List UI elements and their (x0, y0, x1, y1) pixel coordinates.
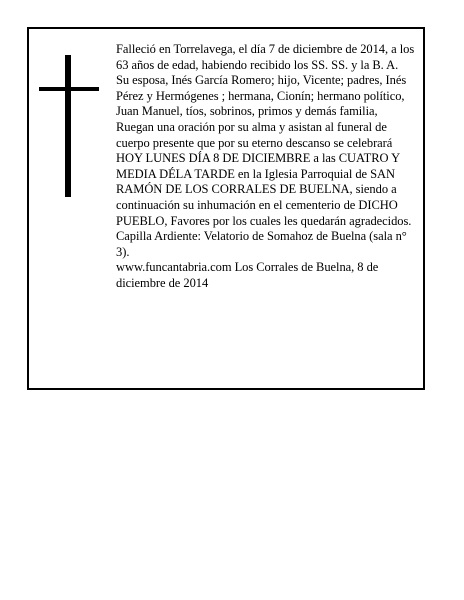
website-and-date: www.funcantabria.com Los Corrales de Buelna, 8 de diciembre de 2014 (116, 260, 379, 290)
death-announcement: Falleció en Torrelavega, el día 7 de diciembre de 2014, a los 63 años de edad, habiendo recibido los SS. SS. y la B. A. (116, 42, 415, 72)
cross-vertical-bar (65, 55, 71, 197)
obituary-notice (27, 27, 425, 390)
family-list: Su esposa, Inés García Romero; hijo, Vicente; padres, Inés Pérez y Hermógenes ; hermana, Cionín; hermano político, Juan Manuel, tíos, sobrinos, primos y demás familia, (116, 73, 407, 119)
notice-text (116, 42, 419, 292)
cross-horizontal-bar (39, 87, 99, 91)
cross-icon (39, 55, 99, 197)
funeral-details: Ruegan una oración por su alma y asistan al funeral de cuerpo presente que por su eterno descanso se celebrará HOY LUNES DÍA 8 DE DICIEMBRE a las CUATRO Y MEDIA DÉLA TARDE en la Iglesia Parroquial de SAN RAMÓN DE LOS CORRALES DE BUELNA, siendo a continuación su inhumación en el cementerio de DICHO PUEBLO, Favores por los cuales les quedarán agradecidos. Capilla Ardiente: Velatorio de Somahoz de Buelna (sala n° 3). (116, 119, 412, 259)
